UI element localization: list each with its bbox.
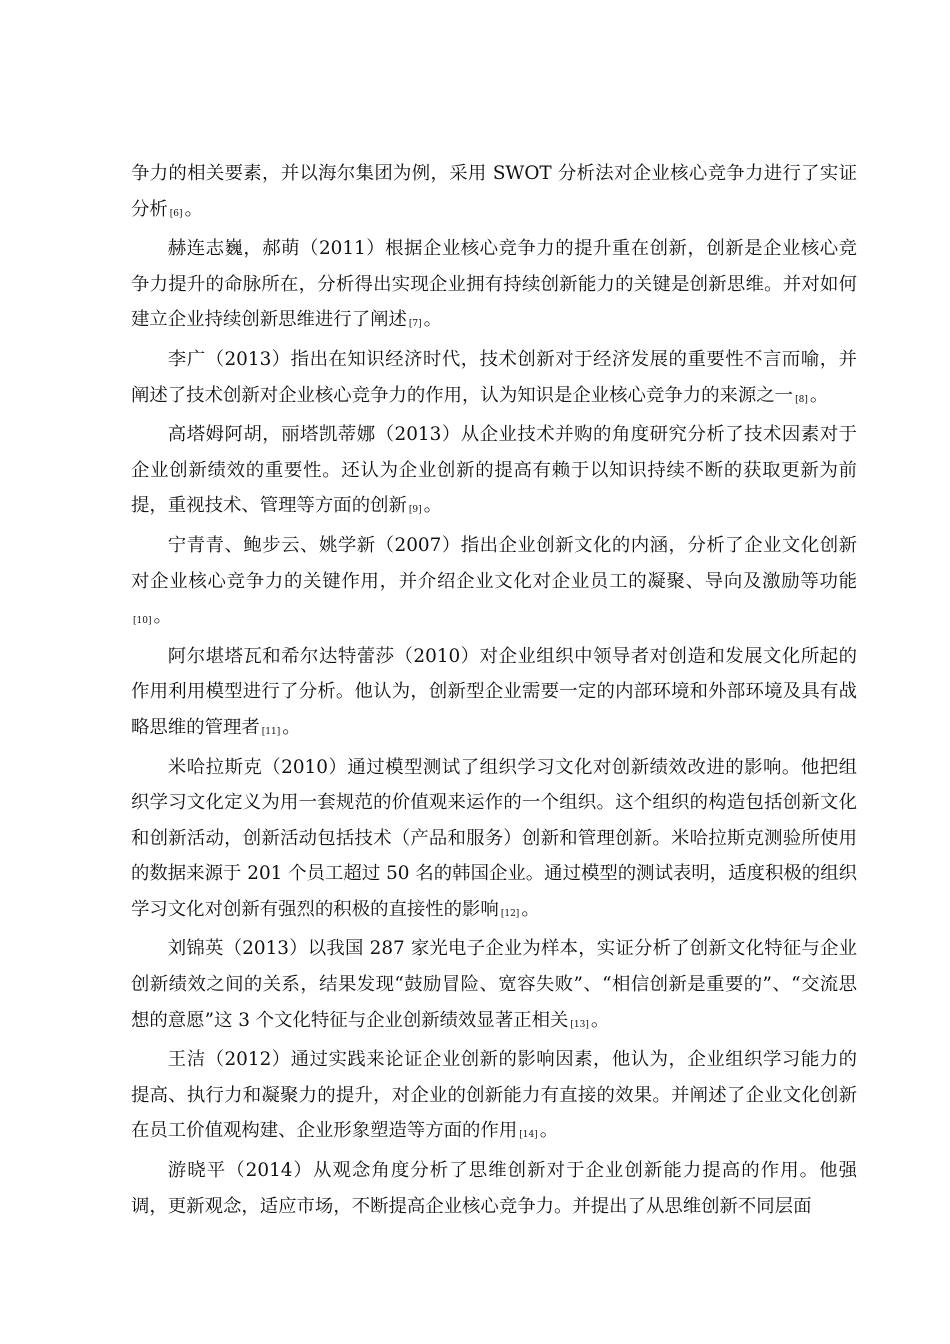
paragraph-5: 宁青青、鲍步云、姚学新（2007）指出企业创新文化的内涵，分析了企业文化创新对企业核心竞争力的关键作用，并介绍企业文化对企业员工的凝聚、导向及激励等功能[10] 。: [131, 534, 857, 628]
citation-13: [13]: [570, 1019, 589, 1030]
paragraph-1: 争力的相关要素，并以海尔集团为例，采用 SWOT 分析法对企业核心竞争力进行了实证分析 [6] 。: [131, 163, 857, 220]
paragraph-3: 李广（2013）指出在知识经济时代，技术创新对于经济发展的重要性不言而喻，并阐述了技术创新对企业核心竞争力的作用，认为知识是企业核心竞争力的来源之一 [8] 。: [131, 348, 857, 406]
paragraph-6: 阿尔堪塔瓦和希尔达特蕾莎（2010）对企业组织中领导者对创造和发展文化所起的作用利用模型进行了分析。他认为，创新型企业需要一定的内部环境和外部环境及具有战略思维的管理者 [11] 。: [131, 645, 857, 738]
paragraph-4: 高塔姆阿胡，丽塔凯蒂娜（2013）从企业技术并购的角度研究分析了技术因素对于企业创新绩效的重要性。还认为企业创新的提高有赖于以知识持续不断的获取更新为前提，重视技术、管理等方面的创新 [9] 。: [131, 424, 857, 517]
citation-8: [8]: [795, 394, 808, 405]
paragraph-9: 王洁（2012）通过实践来论证企业创新的影响因素，他认为，企业组织学习能力的提高、执行力和凝聚力的提升，对企业的创新能力有直接的效果。并阐述了企业文化创新在员工价值观构建、企业形象塑造等方面的作用 [14] 。: [131, 1049, 857, 1142]
paragraph-8: 刘锦英（2013）以我国 287 家光电子企业为样本，实证分析了创新文化特征与企业创新绩效之间的关系，结果发现“鼓励冒险、宽容失败”、“相信创新是重要的”、“交流思想的意愿”这 3 个文化特征与企业创新绩效显著正相关 [13] 。: [131, 938, 857, 1031]
citation-11: [11]: [261, 726, 281, 737]
citation-7: [7]: [408, 319, 422, 330]
paragraph-10: 游晓平（2014）从观念角度分析了思维创新对于企业创新能力提高的作用。他强调，更新观念，适应市场，不断提高企业核心竞争力。并提出了从思维创新不同层面: [131, 1160, 857, 1217]
citation-6: [6]: [169, 208, 183, 219]
body-text: [131, 156, 857, 1224]
citation-9: [9]: [408, 505, 422, 516]
citation-12: [12]: [500, 908, 520, 919]
citation-10: [10]: [133, 616, 152, 627]
citation-14: [14]: [519, 1130, 538, 1141]
paragraph-7: 米哈拉斯克（2010）通过模型测试了组织学习文化对创新绩效改进的影响。他把组织学习文化定义为用一套规范的价值观来运作的一个组织。这个组织的构造包括创新文化和创新活动，创新活动包括技术（产品和服务）创新和管理创新。米哈拉斯克测验所使用的数据来源于 201 个员工超过 50 名的韩国企业。通过模型的测试表明，适度积极的组织学习文化对创新有强烈的积极的直接性的影响 [12] 。: [131, 756, 857, 920]
paragraph-2: 赫连志巍，郝萌（2011）根据企业核心竞争力的提升重在创新，创新是企业核心竞争力提升的命脉所在，分析得出实现企业拥有持续创新能力的关键是创新思维。并对如何建立企业持续创新思维进行了阐述 [7] 。: [131, 238, 857, 331]
